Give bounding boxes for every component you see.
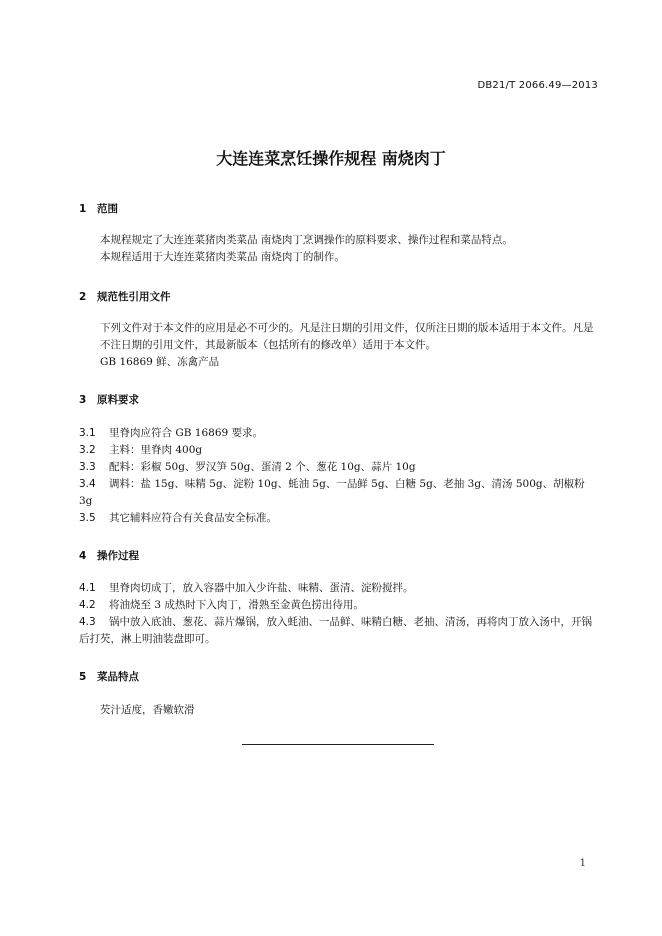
section-title: 规范性引用文件 <box>97 291 171 303</box>
section-number: 3 <box>79 394 87 406</box>
section-number: 4 <box>79 550 87 562</box>
list-item <box>79 442 601 459</box>
section-title: 范围 <box>97 203 118 215</box>
item-number: 3.1 <box>79 427 96 439</box>
section-2-heading <box>79 289 171 304</box>
section-4-heading <box>79 548 139 563</box>
section-1-paragraph-1: 本规程规定了大连连菜猪肉类菜品 南烧肉丁烹调操作的原料要求、操作过程和菜品特点。 <box>100 234 513 246</box>
list-item <box>79 476 601 510</box>
item-text: 里脊肉应符合 GB 16869 要求。 <box>109 427 264 439</box>
document-title: 大连连菜烹饪操作规程 南烧肉丁 <box>216 149 446 168</box>
item-text: 锅中放入底油、葱花、蒜片爆锅，放入蚝油、一品鲜、味精白糖、老抽、清汤，再将肉丁放入汤中，开锅后打芡，淋上明油装盘即可。 <box>79 616 592 645</box>
item-number: 4.1 <box>79 582 96 594</box>
section-title: 菜品特点 <box>97 671 139 683</box>
item-number: 3.3 <box>79 461 96 473</box>
section-number: 1 <box>79 203 87 215</box>
item-number: 3.4 <box>79 478 96 490</box>
item-text: 配料：彩椒 50g、罗汉笋 50g、蛋清 2 个、葱花 10g、蒜片 10g <box>109 461 416 473</box>
list-item <box>79 597 601 614</box>
section-title: 原料要求 <box>97 394 139 406</box>
item-number: 3.2 <box>79 444 96 456</box>
section-number: 2 <box>79 291 87 303</box>
item-text: 主料：里脊肉 400g <box>109 444 203 456</box>
item-number: 3.5 <box>79 512 96 524</box>
section-1-heading <box>79 201 118 216</box>
section-number: 5 <box>79 671 87 683</box>
list-item <box>79 580 601 597</box>
section-title: 操作过程 <box>97 550 139 562</box>
section-3-heading <box>79 392 139 407</box>
list-item <box>79 459 601 476</box>
item-text: 里脊肉切成丁，放入容器中加入少许盐、味精、蛋清、淀粉搅拌。 <box>109 582 414 594</box>
item-number: 4.2 <box>79 599 96 611</box>
normative-reference: GB 16869 鲜、冻禽产品 <box>100 356 220 368</box>
section-5-heading <box>79 669 139 684</box>
standard-code: DB21/T 2066.49—2013 <box>477 80 598 91</box>
item-text: 将油烧至 3 成热时下入肉丁，滑熟至金黄色捞出待用。 <box>109 599 364 611</box>
list-item <box>79 510 601 527</box>
end-rule <box>242 744 434 745</box>
item-text: 其它辅料应符合有关食品安全标准。 <box>109 512 277 524</box>
list-item <box>79 614 601 648</box>
page-number: 1 <box>579 858 586 869</box>
section-5-paragraph: 芡汁适度，香嫩软滑 <box>100 704 195 716</box>
section-1-paragraph-2: 本规程适用于大连连菜猪肉类菜品 南烧肉丁的制作。 <box>100 251 345 263</box>
item-number: 4.3 <box>79 616 96 628</box>
section-2-paragraph <box>79 320 601 354</box>
item-text: 调料：盐 15g、味精 5g、淀粉 10g、蚝油 5g、一品鲜 5g、白糖 5g、老抽 3g、清汤 500g、胡椒粉 3g <box>79 478 585 507</box>
list-item <box>79 425 601 442</box>
section-2-paragraph-text: 下列文件对于本文件的应用是必不可少的。凡是注日期的引用文件，仅所注日期的版本适用于本文件。凡是不注日期的引用文件，其最新版本（包括所有的修改单）适用于本文件。 <box>100 322 594 351</box>
